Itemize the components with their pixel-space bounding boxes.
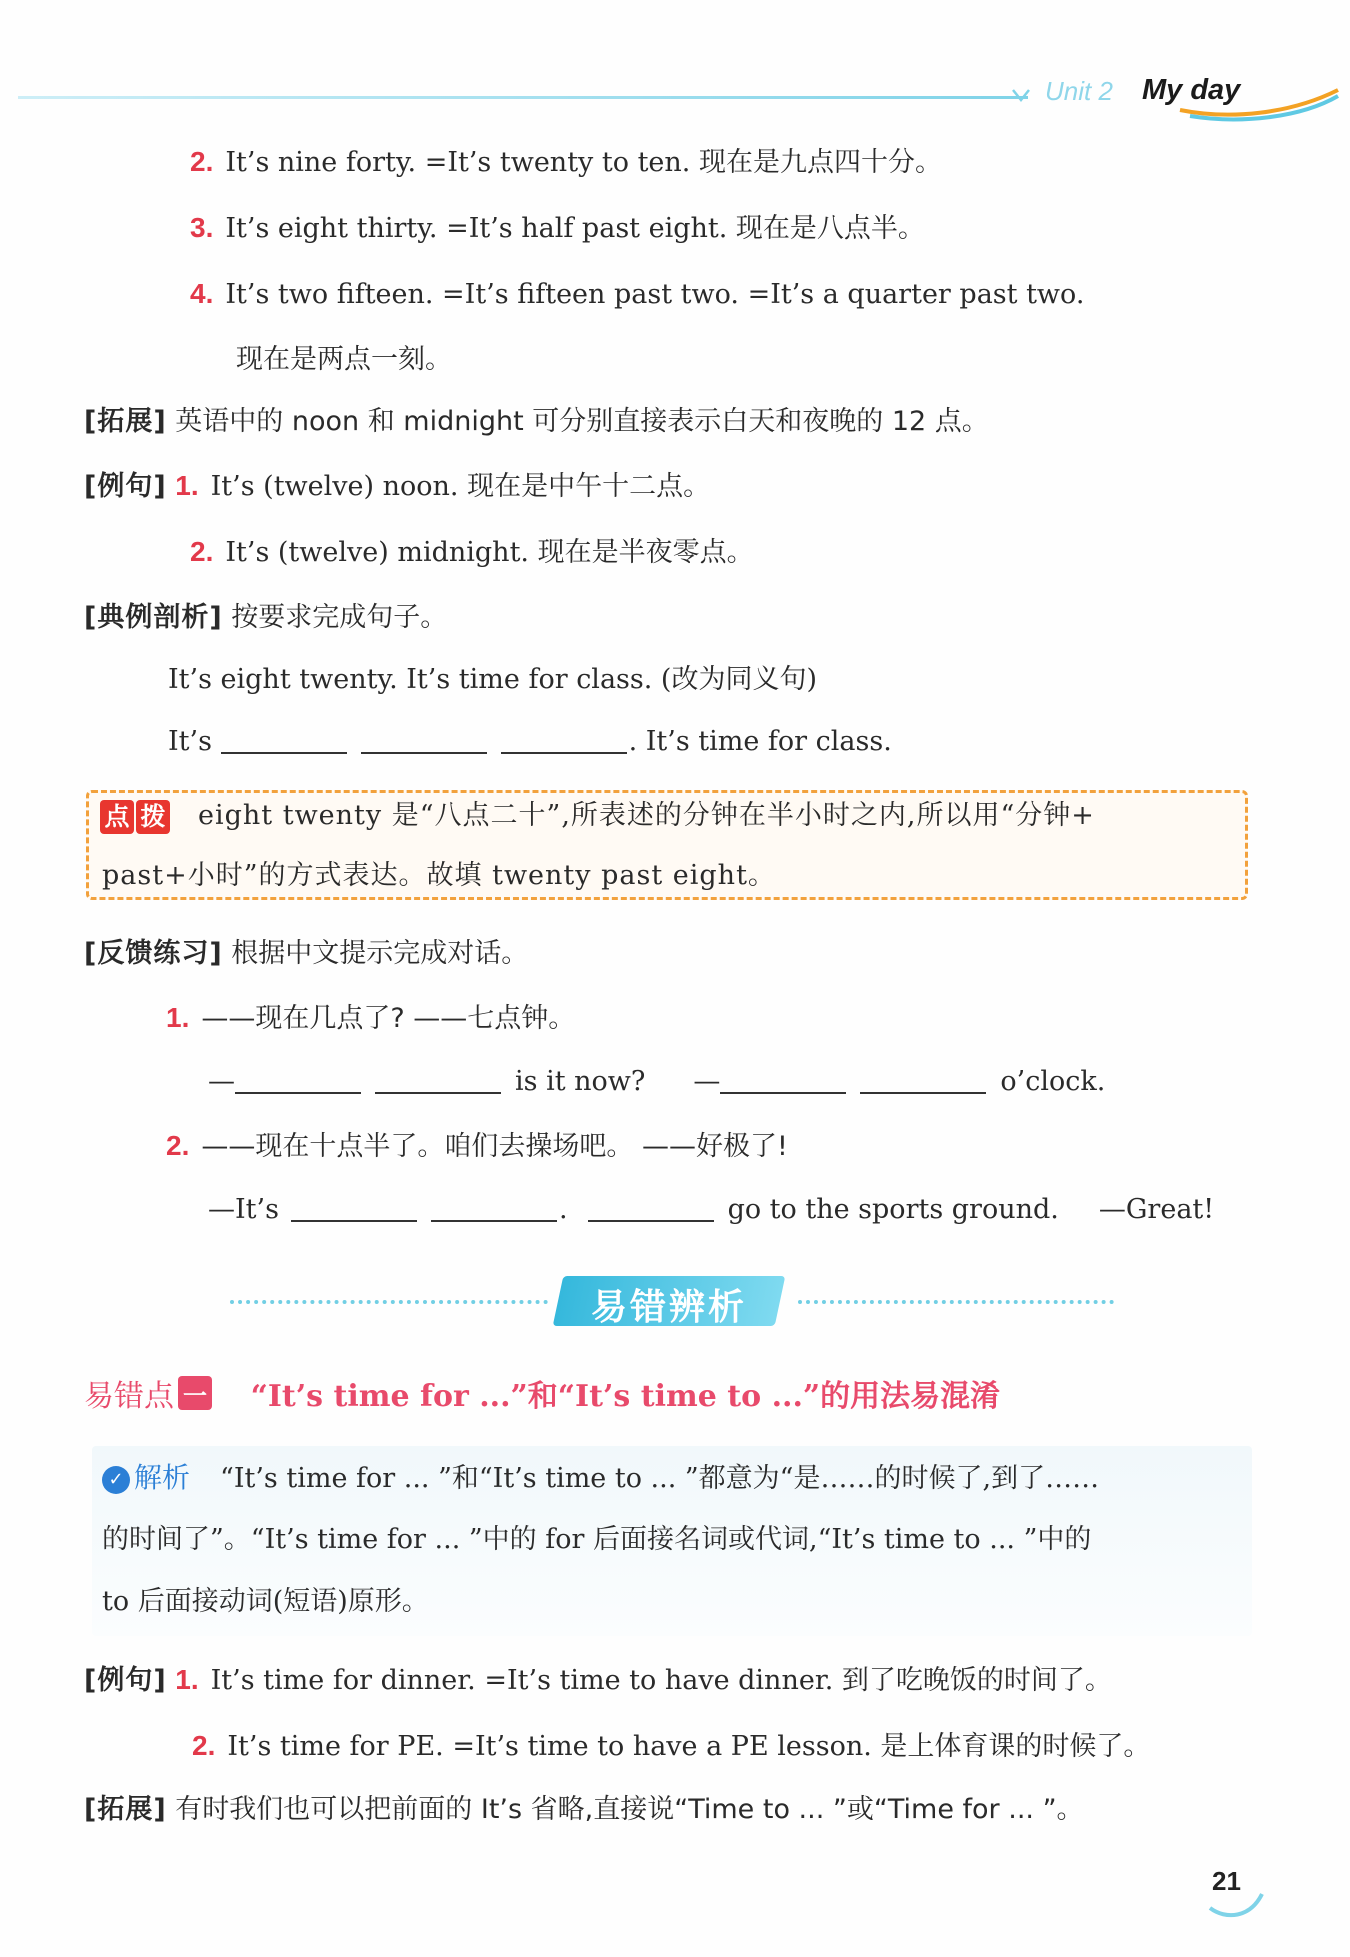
example-sentence-3 (84, 1660, 1350, 1701)
example-number: 2. (190, 536, 214, 567)
example-number: 2. (190, 146, 214, 177)
extension-2 (84, 1790, 1350, 1830)
hint-line-2: past+小时”的方式表达。故填 twenty past eight。 (102, 860, 776, 891)
hint-tag (100, 800, 170, 834)
hint-tag-char: 拨 (136, 800, 170, 834)
answer-text: . (558, 1194, 568, 1225)
extension-1 (84, 402, 1350, 442)
feedback-q1-en (208, 1062, 1350, 1102)
example-number: 3. (190, 212, 214, 243)
example-number: 1. (175, 470, 199, 501)
analysis-text: “It’s time for ... ”和“It’s time to ... ”都意为“是……的时候了,到了…… (220, 1463, 1100, 1494)
error-point-number: 一 (178, 1376, 212, 1410)
error-point-title: “It’s time for ...”和“It’s time to ...”的用法易混淆 (250, 1379, 1001, 1414)
answer-blank[interactable] (221, 722, 347, 754)
question-prompt: ——现在几点了? ——七点钟。 (201, 1003, 576, 1034)
feedback-q2-en (208, 1190, 1350, 1230)
answer-text: —Great! (1098, 1194, 1215, 1225)
feedback-q2-cn (166, 1126, 1350, 1167)
example-text: It’s eight thirty. =It’s half past eight. 现在是八点半。 (225, 213, 925, 244)
section-title: 易错辨析 (590, 1287, 747, 1328)
typical-example-tag: [典例剖析] (84, 602, 223, 633)
header-unit: Unit 2 (1045, 76, 1113, 106)
answer-blank[interactable] (235, 1062, 361, 1094)
dash: — (208, 1066, 235, 1097)
chevron-down-icon (1010, 84, 1032, 106)
example-text: It’s (twelve) midnight. 现在是半夜零点。 (225, 537, 754, 568)
error-point-heading (84, 1374, 1350, 1421)
example-text: It’s two fifteen. =It’s fifteen past two. =It’s a quarter past two. (225, 279, 1085, 310)
answer-blank[interactable] (501, 722, 627, 754)
question-prompt: ——现在十点半了。咱们去操场吧。 ——好极了! (201, 1131, 788, 1162)
page-number: 21 (1212, 1866, 1241, 1896)
header-title: My day (1142, 74, 1241, 106)
hint-tag-char: 点 (100, 800, 134, 834)
example-3 (190, 208, 1350, 249)
example-number: 1. (175, 1664, 199, 1695)
answer-blank[interactable] (588, 1190, 714, 1222)
feedback-q1-cn (166, 998, 1350, 1039)
answer-blank[interactable] (431, 1190, 557, 1222)
extension-tag: [拓展] (84, 1794, 167, 1825)
example-number: 2. (192, 1730, 216, 1761)
answer-text: o’clock. (1000, 1066, 1106, 1097)
feedback-practice (84, 934, 1350, 974)
analysis-line-3: to 后面接动词(短语)原形。 (102, 1586, 429, 1617)
dotted-divider (798, 1300, 1114, 1304)
example-text: It’s time for PE. =It’s time to have a PE lesson. 是上体育课的时候了。 (227, 1731, 1151, 1762)
extension-text: 有时我们也可以把前面的 It’s 省略,直接说“Time to ... ”或“Time for ... ”。 (175, 1794, 1084, 1825)
extension-tag: [拓展] (84, 406, 167, 437)
example-text: It’s (twelve) noon. 现在是中午十二点。 (210, 471, 711, 502)
feedback-instruction: 根据中文提示完成对话。 (231, 938, 529, 969)
error-point-label: 易错点 (84, 1379, 174, 1414)
answer-suffix: . It’s time for class. (628, 726, 892, 757)
example-4 (190, 274, 1350, 315)
answer-text: is it now? (515, 1066, 646, 1097)
question-number: 2. (166, 1130, 190, 1161)
header-rule (18, 96, 1028, 99)
check-icon: ✓ (102, 1466, 130, 1494)
analysis-line-2: 的时间了”。“It’s time for ... ”中的 for 后面接名词或代词,“It’s time to ... ”中的 (102, 1524, 1092, 1555)
answer-blank[interactable] (291, 1190, 417, 1222)
dash: — (693, 1066, 721, 1097)
example-number: 4. (190, 278, 214, 309)
example-text: It’s time for dinner. =It’s time to have dinner. 到了吃晚饭的时间了。 (210, 1665, 1112, 1696)
example-sentence-4 (192, 1726, 1350, 1767)
example-4-translation: 现在是两点一刻。 (236, 344, 452, 375)
answer-text: go to the sports ground. (727, 1194, 1059, 1225)
typical-example-question: It’s eight twenty. It’s time for class. (改为同义句) (168, 664, 817, 695)
question-number: 1. (166, 1002, 190, 1033)
answer-blank[interactable] (361, 722, 487, 754)
typical-example (84, 598, 1350, 638)
answer-text: —It’s (208, 1194, 279, 1225)
example-sentence-1 (84, 466, 1350, 507)
feedback-tag: [反馈练习] (84, 938, 223, 969)
answer-blank[interactable] (860, 1062, 986, 1094)
typical-example-instruction: 按要求完成句子。 (231, 602, 448, 633)
hint-line-1: eight twenty 是“八点二十”,所表述的分钟在半小时之内,所以用“分钟+ (198, 800, 1095, 831)
example-sentence-2 (190, 532, 1350, 573)
example-text: It’s nine forty. =It’s twenty to ten. 现在是九点四十分。 (225, 147, 942, 178)
example-tag: [例句] (84, 471, 167, 502)
analysis-line-1 (102, 1458, 1350, 1499)
example-tag: [例句] (84, 1665, 167, 1696)
example-2 (190, 142, 1350, 183)
answer-blank[interactable] (375, 1062, 501, 1094)
typical-example-answer-line (168, 722, 1350, 762)
answer-blank[interactable] (720, 1062, 846, 1094)
analysis-label: 解析 (134, 1461, 191, 1494)
answer-prefix: It’s (168, 726, 212, 757)
extension-text: 英语中的 noon 和 midnight 可分别直接表示白天和夜晚的 12 点。 (175, 406, 989, 437)
dotted-divider (230, 1300, 548, 1304)
